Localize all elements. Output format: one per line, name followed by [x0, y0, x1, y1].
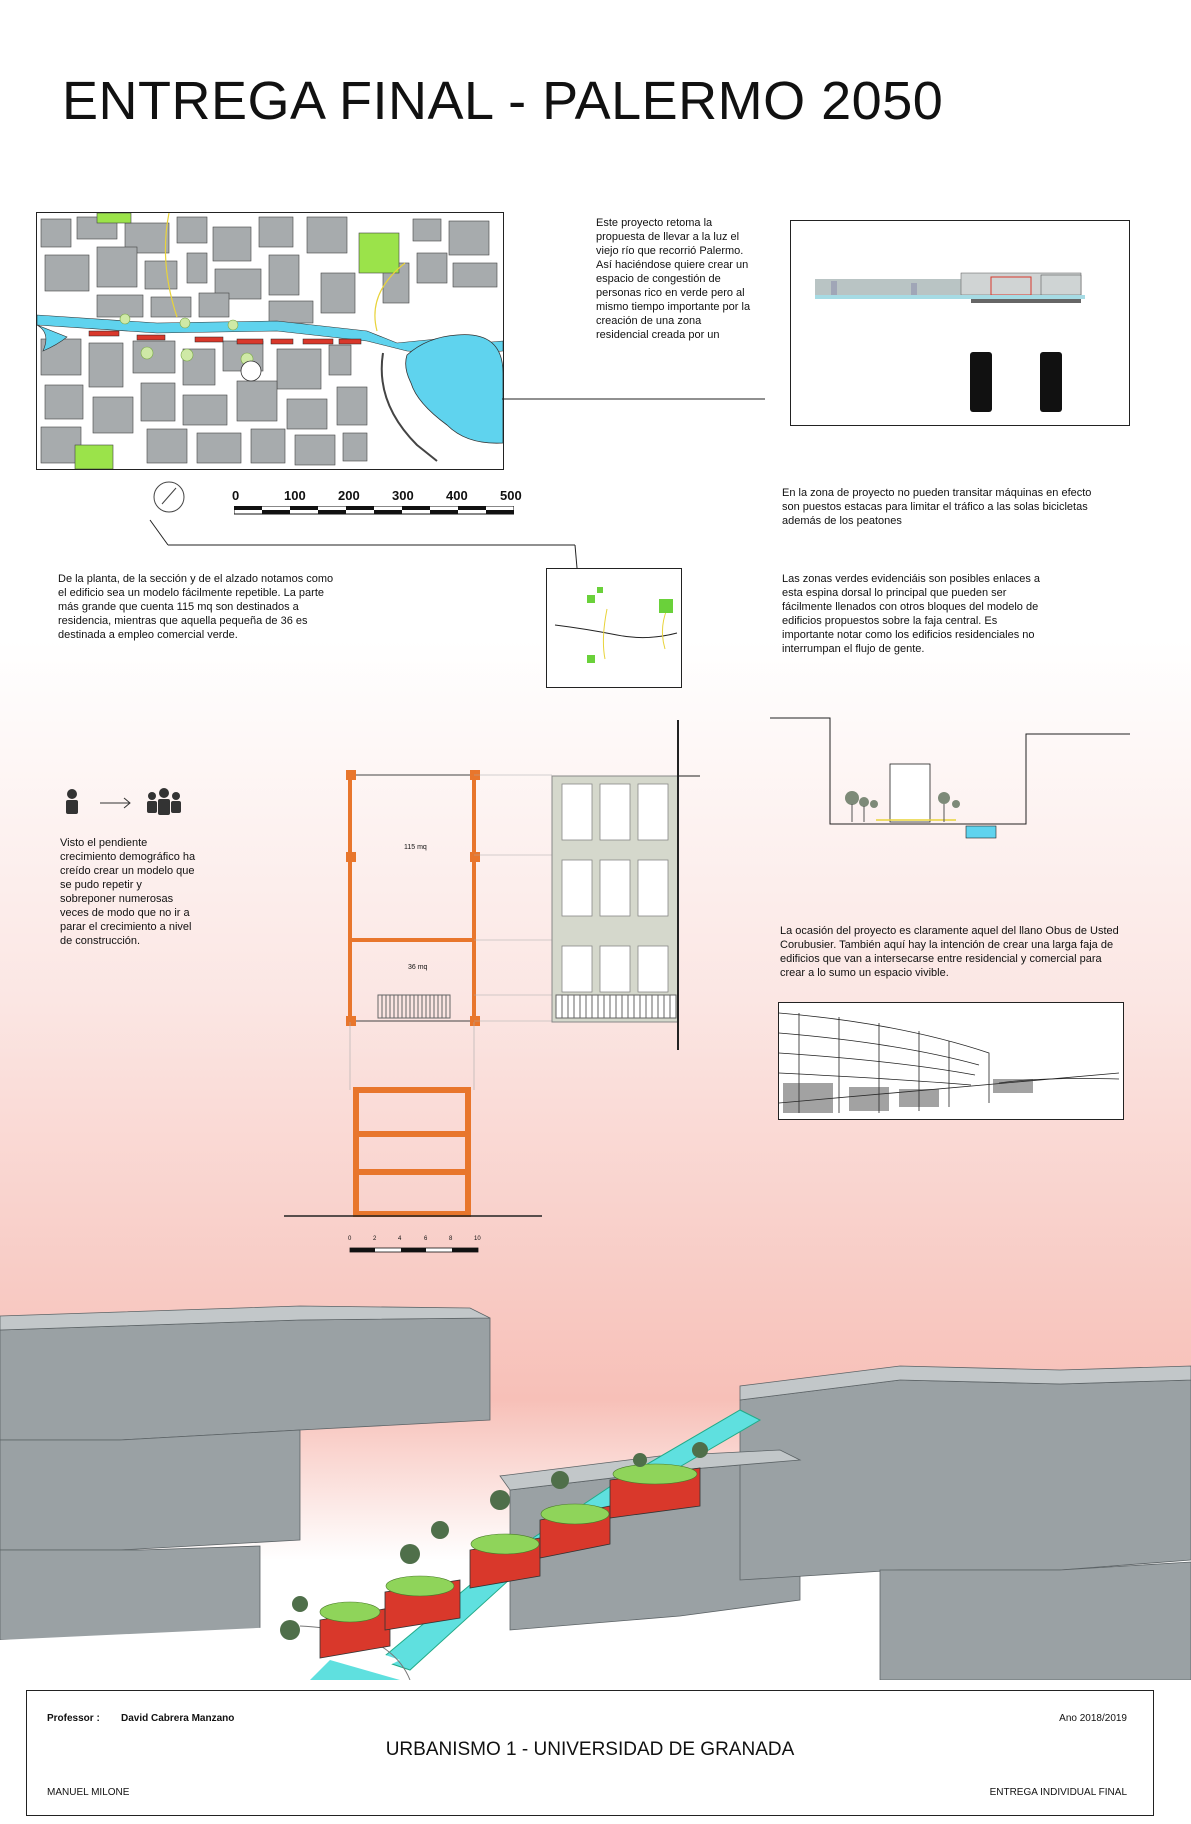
student-name: MANUEL MILONE: [47, 1787, 130, 1798]
plan-label-small: 36 mq: [408, 964, 428, 971]
scale-label: 500: [500, 488, 522, 503]
scale-label: 0: [232, 488, 240, 503]
section-scale-labels: [348, 1236, 488, 1246]
scale-label: 6: [424, 1236, 428, 1242]
occasion-text: La ocasión del proyecto es claramente aquel del llano Obus de Usted Corubusier. También aquí hay la intención de crear una larga faja de edificios que van a intersecarse entre residencial y comercial para crear a lo sumo un espacio vivible.: [780, 925, 1119, 979]
scale-label: 2: [373, 1236, 377, 1242]
aerial-render: [0, 1300, 1191, 1680]
footer-frame: [26, 1690, 1154, 1816]
green-zones-text: Las zonas verdes evidenciáis son posibles enlaces a esta espina dorsal lo principal que pueden ser fácilmente llenados con otros bloques del modelo de edificios propuestos sobre la faja central. Es importante notar como los edificios residenciales no interrumpan el flujo de gente.: [782, 573, 1041, 655]
scale-label: 10: [474, 1236, 481, 1242]
scale-label: 200: [338, 488, 360, 503]
delivery-type: ENTREGA INDIVIDUAL FINAL: [989, 1787, 1127, 1798]
traffic-text: En la zona de proyecto no pueden transitar máquinas en efecto son puestos estacas para limitar el tráfico a las solas bicicletas además de los peatones: [782, 487, 1092, 527]
scale-label: 0: [348, 1236, 352, 1242]
reference-sketch: [778, 1002, 1124, 1120]
academic-year: Ano 2018/2019: [1059, 1713, 1127, 1724]
planta-text: De la planta, de la sección y de el alzado notamos como el edificio sea un modelo fácilmente repetible. La parte más grande que cuenta 115 mq son destinados a residencia, mientras que aquella pequeña de 36 es destinada a empleo comercial verde.: [58, 573, 334, 641]
professor-label: Professor :: [47, 1713, 100, 1724]
intro-text: Este proyecto retoma la propuesta de llevar a la luz el viejo río que recorrió Palermo. Así haciéndose quiere crear un espacio de congestión de personas rico en verde pero al mismo tiempo importante por la creación de una zona residencial creada por un: [596, 217, 751, 341]
scale-label: 100: [284, 488, 306, 503]
demographic-text: Visto el pendiente crecimiento demográfico ha creído crear un modelo que se pudo repetir y sobreponer numerosas veces de modo que no ir a parar el crecimiento a nivel de construcción.: [60, 837, 196, 947]
plan-label-large: 115 mq: [404, 844, 427, 851]
scale-label: 8: [449, 1236, 453, 1242]
river-cross-section: [770, 714, 1130, 844]
professor-name: David Cabrera Manzano: [121, 1713, 235, 1724]
course-title: URBANISMO 1 - UNIVERSIDAD DE GRANADA: [385, 1739, 795, 1760]
page-title: ENTREGA FINAL - PALERMO 2050: [62, 71, 944, 131]
scale-label: 400: [446, 488, 468, 503]
scale-label: 300: [392, 488, 414, 503]
scale-label: 4: [398, 1236, 402, 1242]
